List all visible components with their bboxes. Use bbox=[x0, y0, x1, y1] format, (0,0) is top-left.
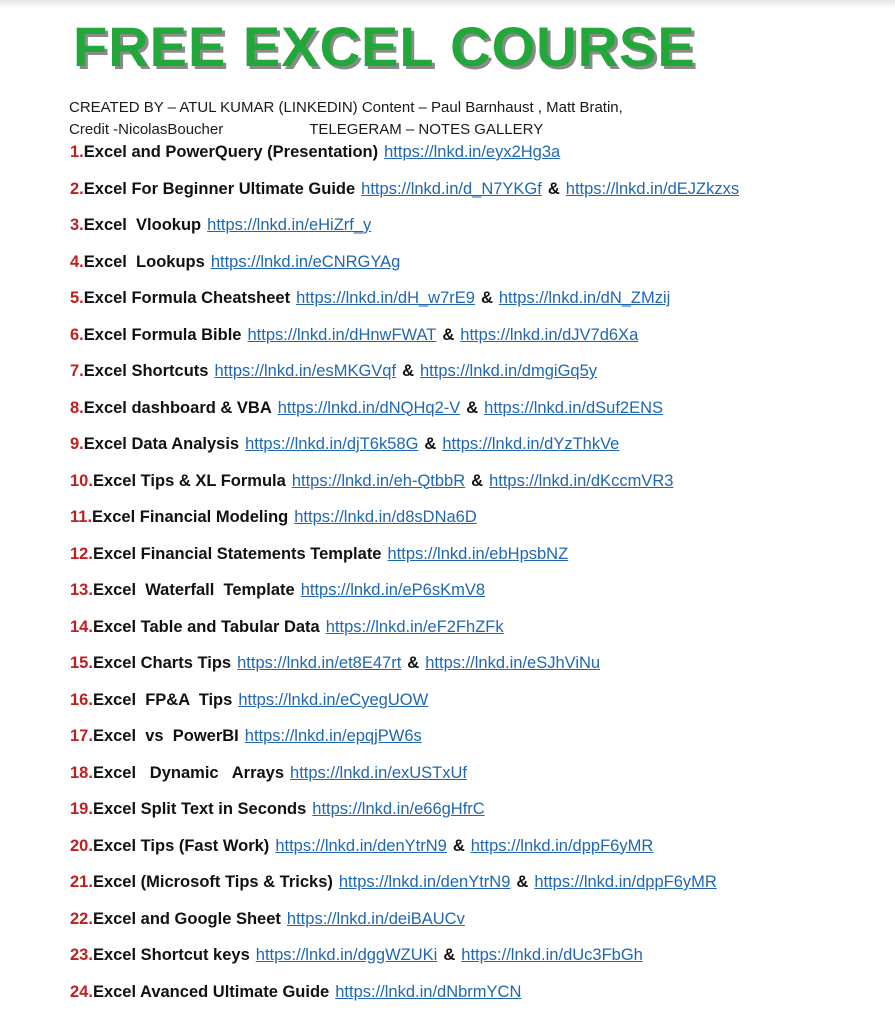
page-title: FREE EXCEL COURSE bbox=[73, 15, 696, 78]
item-number: 4. bbox=[70, 252, 84, 271]
list-item bbox=[70, 323, 885, 360]
course-link[interactable]: https://lnkd.in/dH_w7rE9 bbox=[296, 289, 475, 307]
item-label: Excel Financial Statements Template bbox=[92, 544, 382, 563]
list-item bbox=[70, 615, 885, 652]
course-link[interactable]: https://lnkd.in/d_N7YKGf bbox=[361, 179, 542, 198]
course-link[interactable]: https://lnkd.in/esMKGVqf bbox=[214, 362, 397, 380]
link-separator: & bbox=[443, 946, 456, 964]
credits-block bbox=[69, 97, 623, 141]
link-separator: & bbox=[547, 179, 560, 198]
list-item bbox=[70, 688, 885, 725]
course-link[interactable]: https://lnkd.in/dppF6yMR bbox=[534, 873, 717, 891]
course-link[interactable]: https://lnkd.in/ebHpsbNZ bbox=[387, 544, 569, 563]
list-item bbox=[70, 432, 885, 469]
item-label: Excel Tips & XL Formula bbox=[92, 471, 286, 490]
list-item bbox=[70, 980, 885, 1017]
list-item bbox=[70, 578, 885, 615]
list-item bbox=[70, 651, 885, 688]
item-number: 12. bbox=[70, 544, 93, 563]
list-item bbox=[70, 870, 885, 907]
item-number: 13. bbox=[70, 581, 93, 599]
item-label: Excel For Beginner Ultimate Guide bbox=[83, 179, 356, 198]
item-number: 9. bbox=[70, 435, 84, 453]
course-link[interactable]: https://lnkd.in/dJV7d6Xa bbox=[460, 325, 639, 344]
course-list bbox=[70, 140, 885, 1016]
course-link[interactable]: https://lnkd.in/eCyegUOW bbox=[238, 690, 429, 709]
item-label: Excel Shortcut keys bbox=[92, 946, 250, 964]
item-label: Excel Waterfall Template bbox=[92, 581, 295, 599]
course-link[interactable]: https://lnkd.in/exUSTxUf bbox=[290, 763, 468, 782]
item-number: 1. bbox=[70, 143, 84, 161]
course-link[interactable]: https://lnkd.in/eP6sKmV8 bbox=[300, 581, 486, 599]
course-link[interactable]: https://lnkd.in/djT6k58G bbox=[245, 435, 419, 453]
course-link[interactable]: https://lnkd.in/eF2FhZFk bbox=[325, 617, 504, 636]
item-label: Excel vs PowerBI bbox=[92, 727, 239, 745]
link-separator: & bbox=[466, 398, 479, 417]
course-link[interactable]: https://lnkd.in/dNbrmYCN bbox=[335, 982, 522, 1001]
list-item bbox=[70, 469, 885, 506]
item-label: Excel FP&A Tips bbox=[92, 690, 233, 709]
link-separator: & bbox=[424, 435, 437, 453]
course-link[interactable]: https://lnkd.in/epqjPW6s bbox=[244, 727, 422, 745]
credits-line-2 bbox=[69, 119, 623, 141]
link-separator: & bbox=[402, 362, 414, 380]
link-separator: & bbox=[407, 654, 420, 672]
course-link[interactable]: https://lnkd.in/dggWZUKi bbox=[255, 946, 438, 964]
list-item bbox=[70, 797, 885, 834]
item-number: 20. bbox=[70, 836, 93, 855]
course-link[interactable]: https://lnkd.in/eh-QtbbR bbox=[291, 471, 466, 490]
item-number: 18. bbox=[70, 763, 93, 782]
item-number: 10. bbox=[70, 471, 93, 490]
list-item bbox=[70, 724, 885, 761]
list-item bbox=[70, 250, 885, 287]
link-separator: & bbox=[471, 471, 484, 490]
course-link[interactable]: https://lnkd.in/denYtrN9 bbox=[275, 836, 447, 855]
course-link[interactable]: https://lnkd.in/et8E47rt bbox=[237, 654, 402, 672]
list-item bbox=[70, 505, 885, 542]
course-link[interactable]: https://lnkd.in/dYzThkVe bbox=[442, 435, 620, 453]
credits-line-1: CREATED BY – ATUL KUMAR (LINKEDIN) Content – Paul Barnhaust , Matt Bratin, bbox=[69, 99, 623, 116]
course-link[interactable]: https://lnkd.in/e66gHfrC bbox=[312, 800, 485, 818]
item-label: Excel Split Text in Seconds bbox=[92, 800, 307, 818]
credit-author: Credit -NicolasBoucher bbox=[69, 121, 224, 138]
item-number: 23. bbox=[70, 946, 93, 964]
item-label: Excel (Microsoft Tips & Tricks) bbox=[92, 873, 333, 891]
item-label: Excel and Google Sheet bbox=[92, 909, 281, 928]
item-label: Excel Tips (Fast Work) bbox=[92, 836, 270, 855]
item-number: 16. bbox=[70, 690, 93, 709]
course-link[interactable]: https://lnkd.in/eyx2Hg3a bbox=[384, 143, 561, 161]
course-link[interactable]: https://lnkd.in/dHnwFWAT bbox=[247, 325, 437, 344]
course-link[interactable]: https://lnkd.in/eCNRGYAg bbox=[210, 252, 401, 271]
course-link[interactable]: https://lnkd.in/dSuf2ENS bbox=[484, 398, 664, 417]
list-item bbox=[70, 177, 885, 214]
list-item bbox=[70, 542, 885, 579]
item-label: Excel Data Analysis bbox=[83, 435, 240, 453]
list-item bbox=[70, 943, 885, 980]
item-label: Excel Charts Tips bbox=[92, 654, 232, 672]
course-link[interactable]: https://lnkd.in/dN_ZMzij bbox=[498, 289, 671, 307]
course-link[interactable]: https://lnkd.in/denYtrN9 bbox=[338, 873, 511, 891]
item-number: 11. bbox=[70, 508, 93, 526]
item-number: 3. bbox=[70, 216, 84, 234]
item-number: 21. bbox=[70, 873, 93, 891]
item-number: 14. bbox=[70, 617, 93, 636]
item-number: 7. bbox=[70, 362, 84, 380]
link-separator: & bbox=[452, 836, 465, 855]
link-separator: & bbox=[480, 289, 493, 307]
course-link[interactable]: https://lnkd.in/dEJZkzxs bbox=[565, 179, 740, 198]
list-item bbox=[70, 213, 885, 250]
link-separator: & bbox=[516, 873, 529, 891]
item-number: 22. bbox=[70, 909, 93, 928]
top-shadow bbox=[0, 0, 895, 8]
item-label: Excel Table and Tabular Data bbox=[92, 617, 320, 636]
item-number: 17. bbox=[70, 727, 93, 745]
item-label: Excel Vlookup bbox=[83, 216, 202, 234]
list-item bbox=[70, 907, 885, 944]
course-link[interactable]: https://lnkd.in/deiBAUCv bbox=[286, 909, 465, 928]
item-label: Excel Formula Cheatsheet bbox=[83, 289, 291, 307]
item-label: Excel Formula Bible bbox=[83, 325, 242, 344]
item-label: Excel Avanced Ultimate Guide bbox=[92, 982, 330, 1001]
item-label: Excel Dynamic Arrays bbox=[92, 763, 285, 782]
item-label: Excel Financial Modeling bbox=[92, 508, 289, 526]
course-link[interactable]: https://lnkd.in/dKccmVR3 bbox=[489, 471, 674, 490]
telegram-channel: TELEGERAM – NOTES GALLERY bbox=[309, 121, 544, 138]
course-link[interactable]: https://lnkd.in/dNQHq2-V bbox=[277, 398, 461, 417]
item-label: Excel and PowerQuery (Presentation) bbox=[83, 143, 379, 161]
item-label: Excel dashboard & VBA bbox=[83, 398, 272, 417]
course-link[interactable]: https://lnkd.in/eHiZrf_y bbox=[207, 216, 372, 234]
course-link[interactable]: https://lnkd.in/dmgiGq5y bbox=[420, 362, 598, 380]
item-number: 8. bbox=[70, 398, 84, 417]
course-link[interactable]: https://lnkd.in/dUc3FbGh bbox=[461, 946, 643, 964]
item-number: 2. bbox=[70, 179, 84, 198]
item-label: Excel Lookups bbox=[83, 252, 205, 271]
list-item bbox=[70, 140, 885, 177]
list-item bbox=[70, 396, 885, 433]
course-link[interactable]: https://lnkd.in/eSJhViNu bbox=[425, 654, 601, 672]
list-item bbox=[70, 286, 885, 323]
list-item bbox=[70, 359, 885, 396]
item-number: 24. bbox=[70, 982, 93, 1001]
link-separator: & bbox=[442, 325, 455, 344]
course-link[interactable]: https://lnkd.in/dppF6yMR bbox=[470, 836, 654, 855]
list-item bbox=[70, 761, 885, 798]
item-number: 5. bbox=[70, 289, 84, 307]
item-number: 15. bbox=[70, 654, 93, 672]
item-number: 6. bbox=[70, 325, 84, 344]
item-label: Excel Shortcuts bbox=[83, 362, 209, 380]
course-link[interactable]: https://lnkd.in/d8sDNa6D bbox=[294, 508, 477, 526]
list-item bbox=[70, 834, 885, 871]
item-number: 19. bbox=[70, 800, 93, 818]
